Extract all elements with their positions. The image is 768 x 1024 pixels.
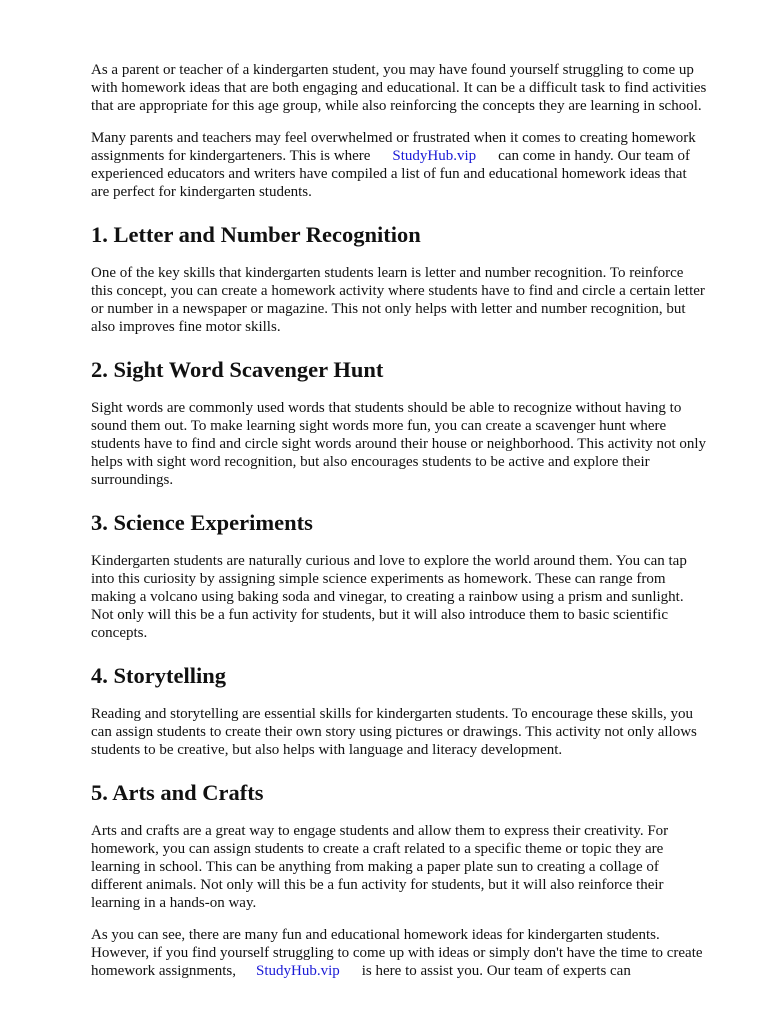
section-body-letter-number: One of the key skills that kindergarten students learn is letter and number recognition. To reinforce this concept, you can create a homework activity where students have to find and circle a certain letter or number in a newspaper or magazine. This not only helps with letter and number recognition, but also improves fine motor skills. <box>91 265 705 335</box>
studyhub-link-outro[interactable]: StudyHub.vip <box>255 963 340 979</box>
section-body-arts-crafts: Arts and crafts are a great way to engage students and allow them to express their creativity. For homework, you can assign students to create a craft related to a specific theme or topic they are learning in school. This can be anything from making a paper plate sun to creating a collage of different animals. Not only will this be a fun activity for students, but it will also reinforce their learning in a hands-on way. <box>91 823 669 911</box>
outro-paragraph-text-after: is here to assist you. Our team of experts can <box>361 963 631 979</box>
section-body-science: Kindergarten students are naturally curious and love to explore the world around them. You can tap into this curiosity by assigning simple science experiments as homework. These can range from making a volcano using baking soda and vinegar, to creating a rainbow using a prism and sunlight. Not only will this be a fun activity for students, but it will also introduce them to basic scientific concepts. <box>91 553 687 641</box>
studyhub-link-intro[interactable]: StudyHub.vip <box>392 148 477 164</box>
section-heading-sight-word: 2. Sight Word Scavenger Hunt <box>91 357 384 382</box>
section-heading-letter-number: 1. Letter and Number Recognition <box>91 222 421 247</box>
intro-paragraph-1: As a parent or teacher of a kindergarten student, you may have found yourself struggling to come up with homework ideas that are both engaging and educational. It can be a difficult task to find activities that are appropriate for this age group, while also reinforcing the concepts they are learning in school. <box>91 62 707 114</box>
outro-paragraph <box>91 926 708 980</box>
intro-paragraph-2-text-after: can come in handy. Our team of experienced educators and writers have compiled a list of fun and educational homework ideas that are perfect for kindergarten students. <box>91 148 691 200</box>
intro-paragraph-2-text-before: Many parents and teachers may feel overwhelmed or frustrated when it comes to creating homework assignments for kindergarteners. This is where <box>91 130 696 164</box>
section-heading-arts-crafts: 5. Arts and Crafts <box>91 780 264 805</box>
outro-paragraph-text-before: As you can see, there are many fun and educational homework ideas for kindergarten students. However, if you find yourself struggling to come up with ideas or simply don't have the time to create homework assignments, <box>91 927 703 979</box>
intro-paragraph-2 <box>91 129 708 201</box>
section-heading-science: 3. Science Experiments <box>91 510 313 535</box>
section-body-storytelling: Reading and storytelling are essential skills for kindergarten students. To encourage these skills, you can assign students to create their own story using pictures or drawings. This activity not only allows students to be creative, but also helps with language and literacy development. <box>91 706 697 758</box>
section-heading-storytelling: 4. Storytelling <box>91 663 226 688</box>
section-body-sight-word: Sight words are commonly used words that students should be able to recognize without having to sound them out. To make learning sight words more fun, you can create a scavenger hunt where students have to find and circle sight words around their house or neighborhood. This activity not only helps with sight word recognition, but also encourages students to be active and explore their surroundings. <box>91 400 707 488</box>
